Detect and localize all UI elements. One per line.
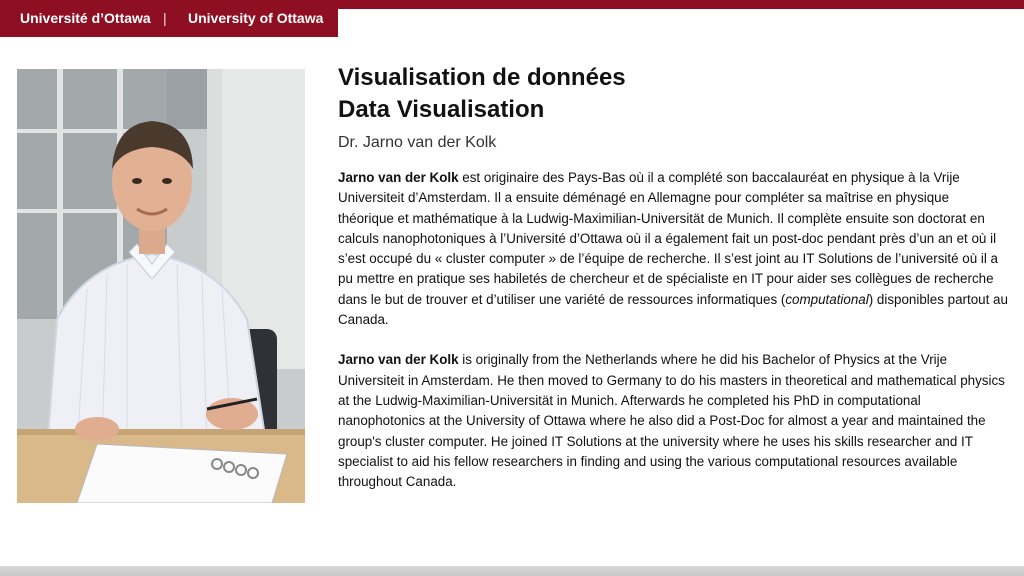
speaker-photo [17, 69, 305, 503]
bio-english-name: Jarno van der Kolk [338, 352, 459, 368]
text-panel [338, 62, 1008, 492]
bio-french-italic: computational [785, 291, 869, 307]
bio-english [338, 350, 1008, 492]
top-banner [0, 0, 1024, 37]
bio-french [338, 168, 1008, 330]
university-brand-bar [0, 0, 338, 37]
brand-separator: | [163, 10, 167, 26]
brand-english: University of Ottawa [188, 10, 324, 26]
bottom-band [0, 566, 1024, 576]
title-french: Visualisation de données [338, 64, 626, 91]
bio-french-name: Jarno van der Kolk [338, 170, 459, 185]
bio-french-text-1: est originaire des Pays-Bas où il a complété son baccalauréat en physique à la Vrije Universiteit d’Amsterdam. Il a ensuite déménagé en Allemagne pour compléter sa maîtrise en physique théorique et mathématique à la Ludwig-Maximilian-Universität de Munich. Il complète ensuite son doctorat en calculs nanophotoniques à l’Université d’Ottawa où il a également fait un post-doc pendant près d’un an et où il s’est occupé du « cluster computer » de l’équipe de recherche. Il s’est joint au IT Solutions de l’université où il a pu mettre en pratique ses habiletés de chercheur et de spécialiste en IT pour aider ses collègues de recherche dans le but de trouver et d’utiliser une variété de ressources informatiques ( [338, 170, 998, 307]
bio-english-text: is originally from the Netherlands where he did his Bachelor of Physics at the Vrije Universiteit in Amsterdam. He then moved to Germany to do his masters in theoretical and mathematical physics at the Ludwig-Maximilian-Universität in Munich. Afterwards he completed his PhD in computational nanophotonics at the University of Ottawa where he also did a Post-Doc for almost a year and maintained the group's cluster computer. He joined IT Solutions at the university where he uses his skills researcher and IT specialist to aid his fellow researchers in finding and using the various computational resources available throughout Canada. [338, 352, 1005, 490]
speaker-name: Dr. Jarno van der Kolk [338, 134, 497, 151]
top-accent-line [338, 0, 1024, 9]
title-english: Data Visualisation [338, 96, 545, 123]
brand-french: Université d’Ottawa [20, 10, 151, 26]
person-photo-icon [17, 69, 305, 503]
bio-french-text-2: ) disponibles partout au Canada. [338, 291, 1008, 328]
